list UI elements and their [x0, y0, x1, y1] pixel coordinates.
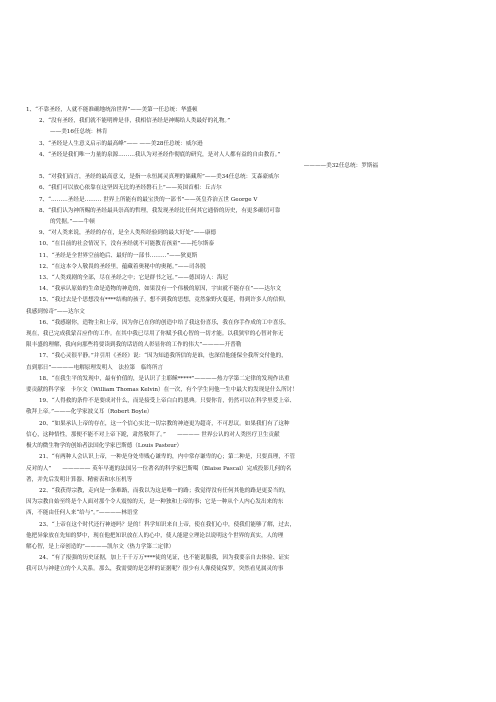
quote-line: 9、“对人类来说，圣经的存在，是全人类所经验到的最大好处”——康德 — [39, 230, 217, 237]
quote-line: 7、“………圣经是……… 世界上所能有的最宝贵的一部书”——英皇乔治五世 George V — [39, 196, 258, 203]
quote-line: 直到那日”————电解原理发明人 法拉第 临终所言 — [26, 364, 164, 371]
quote-line: 4、“圣经是我们唯一力量的泉源………我认为对圣经作彻底的研究，是对人人都有益的自由教育。” — [39, 151, 281, 158]
quote-line: 解心智，是上帝创造的”————凯尔文（热力学第二定律） — [26, 543, 175, 550]
quote-line: ————美32任总统：罗斯福 — [303, 163, 378, 170]
quote-line: 23、“上帝在这个时代还行神迹吗？是的！科学知识来自上帝，使在我们心中，使我们能够了解，过去， — [39, 521, 296, 528]
quote-line: 要贡献的科学家 卡尔文（William Thomas Kelvin）在一次，有个学生问他一生中最大的发现是什么所讨！ — [26, 387, 298, 394]
quote-line: 现在，我已完成我蒙召应作的工作。在其中我已尽用了你赋予我心智的一切才能。以我狭窄的心智对你无 — [26, 331, 284, 338]
quote-line: 极大的微生物学的创始者法国化学家巴斯德（Louis Pasteur） — [26, 443, 183, 450]
quote-line: 14、“我承认原始的生命是造物的神造的，如果没有一个伟极的原因，宇宙就不能存在”——达尔文 — [39, 286, 282, 293]
quote-line: 他把异象放在先知的梦中，现在他把知识放在人的心中，使人能建立理论以说明这个世界的真实，人的理 — [26, 532, 284, 539]
quote-line: 11、“圣经是全世界空前绝后、最好的一部书………”——狄更斯 — [39, 252, 198, 259]
quote-line: 17、“我心灵很平静。”并引用《圣经》说：“因为知道我所信的是谁，也深信他能保全我所交付他的， — [39, 353, 287, 360]
quote-line: 我感到惊奇”——达尔文 — [26, 308, 85, 315]
quote-line: 24、“有了报强的历史证据，加上千千万万****徒的见证，也不能说服我，因为我要亲自去体验、证实 — [39, 555, 290, 562]
quote-line: 12、“在这本令人敬畏的圣经里，蕴藏着奥秘中的奥秘。”——司各脱 — [39, 263, 206, 270]
quote-line: 3、“圣经是人生意义启示的最高峰”—— ——美28任总统：威尔逊 — [39, 140, 203, 147]
quote-line: ——美16任总统：林肯 — [50, 129, 108, 136]
quote-line: 的凭据。”——牛顿 — [50, 219, 95, 226]
quote-line: 2、“没有圣经，我们就不能明辨是非，我相信圣经是神赐给人类最好的礼物。” — [39, 118, 231, 125]
quote-line: 22、“我获得宗教，走向是一条难路，而我以为这是唯一的路；我觉得没有任何其他的路是更妥当的， — [39, 487, 290, 494]
quote-line: 15、“我过去是个思想没有****结构的孩子，想不到我的思想，竟然象野火蔓延，得到许多人的信仰， — [39, 297, 290, 304]
quote-line: 19、“人得救的条件不是要成对什么，而是接受上帝白白的恩典。只要你肯，仍然可以在科学里爱上帝、 — [39, 398, 296, 405]
quote-line: 反对的人” ————— 英年早逝的法国另一位著名的科学家巴斯噶（Blaise Pascal）完成投影几何的名 — [26, 465, 292, 472]
quote-line: 著，并先后发明计算器、精密表和水压机等 — [26, 476, 133, 483]
quote-line: 13、“人类戏剧的全部，尽在圣经之中；它是群书之冠。”——德国诗人：海尼 — [39, 275, 229, 282]
quote-line: 18、“在我生平的发现中，最有价值的，是认识了主耶稣*****”————热力学第二定律的发现作出重 — [39, 375, 290, 382]
quote-line: 5、“对我们而言，圣经的最高意义，是指一永恒属灵真理的储藏所”——美34任总统：艾森豪威尔 — [39, 174, 280, 181]
quote-line: 1、“不靠圣经，人就不能准确地统治世界”——美第一任总统：华盛顿 — [26, 107, 198, 113]
quote-line: 限丰盛的理解，我向向那些将要读到我的话语的人彰显你的工作的伟大”————开普勒 — [26, 342, 242, 349]
quote-line: 因为宗教自始至终是个人面对那个令人震惊的天，是一种独和上帝的事；它是一种从个人内心发出来的东 — [26, 499, 284, 506]
quote-line: 20、“如果承认上帝的存在，这一个信心实比一切宗教的神迹更为超奇，不可思议。如果我们有了这种 — [39, 420, 290, 427]
quote-line: 21、“有两种人会认识上帝，一种是身处卑贱心谦卑的，内中常存谦卑的心；第二种是，只要真理，不管 — [39, 454, 296, 461]
quote-line: 10、“在目前的社会情况下，没有圣经就不可能教育孩童”——托尔斯泰 — [39, 241, 215, 248]
quote-line: 我可以与神建立的个人关系。那么，我需要的是怎样的证据呢？很少有人像使徒保罗，突然看见属灵的事 — [26, 566, 284, 573]
quote-line: 8、“我们认为神所赐的圣经最具崇高的哲理，我发现圣经比任何其它通俗的历史，有更多确切可靠 — [39, 207, 281, 214]
quote-line: 敬拜上帝。”———化学家波义耳（Robert Boyle） — [26, 409, 153, 416]
quote-line: 信心，这种悟性，那便不能不对上帝下跪，肃然敬拜了。” ———— 世界公认的对人类医疗卫生贡献 — [26, 431, 280, 438]
quote-line: 16、“我感谢你，造物主和上帝，因为你已在你的创造中给了我这份喜乐，我在你手作成的工中喜乐。 — [39, 319, 290, 326]
quote-line: 6、“我们可以放心依靠在这坚固无比的圣经磐石上”——英国首相：丘吉尔 — [39, 185, 222, 192]
quote-line: 西，不能由任何人来“给与”。”————林语堂 — [26, 510, 139, 517]
